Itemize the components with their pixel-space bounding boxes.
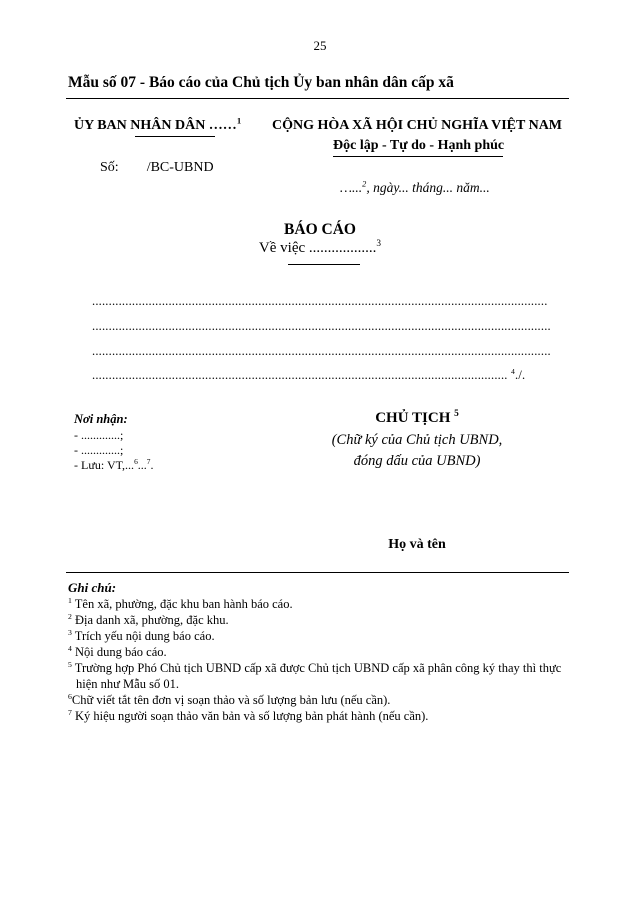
body-line: ..........................................................................................................................................	[92, 344, 551, 358]
body-line: ..........................................................................................................................................	[92, 319, 551, 333]
archive-line: - Lưu: VT,...$^6$...$^7$.	[74, 457, 154, 472]
body-line-last: ............................................................................................................................. $^4$./.	[92, 366, 526, 382]
recipients-heading: Nơi nhận:	[74, 412, 128, 426]
signer-note: (Chữ ký của Chủ tịch UBND,	[331, 432, 503, 448]
recipient-item: - .............;	[74, 428, 124, 442]
national-motto: Độc lập - Tự do - Hạnh phúc	[333, 138, 505, 153]
note-item: $^1$ Tên xã, phường, đặc khu ban hành báo cáo.	[68, 595, 293, 611]
place-date-line: …...$^2$, ngày... tháng... năm...	[340, 179, 490, 195]
notes-divider	[66, 572, 569, 573]
body-line: .........................................................................................................................................	[92, 294, 548, 308]
issuing-organization: ỦY BAN NHÂN DÂN ……$^1$	[74, 115, 242, 133]
note-item: $^2$ Địa danh xã, phường, đặc khu.	[68, 611, 229, 627]
document-number: Số: /BC-UBND	[100, 160, 214, 175]
note-item: $^6$Chữ viết tắt tên đơn vị soạn thảo và số lượng bản lưu (nếu cần).	[68, 691, 391, 707]
title-divider	[66, 98, 569, 99]
signer-name: Họ và tên	[388, 537, 446, 552]
note-item: $^4$ Nội dung báo cáo.	[68, 643, 167, 659]
national-title: CỘNG HÒA XÃ HỘI CHỦ NGHĨA VIỆT NAM	[272, 118, 563, 133]
signer-note: đóng dấu của UBND)	[353, 453, 481, 469]
subject-underline	[288, 264, 360, 265]
signer-title: CHỦ TỊCH $^5$	[375, 409, 459, 426]
motto-underline	[333, 156, 503, 157]
note-item: $^3$ Trích yếu nội dung báo cáo.	[68, 627, 215, 643]
notes-heading: Ghi chú:	[68, 580, 117, 595]
note-item-continuation: hiện như Mẫu số 01.	[76, 677, 179, 691]
report-title: BÁO CÁO	[284, 221, 356, 238]
org-underline	[135, 136, 215, 137]
page-number: 25	[313, 38, 327, 53]
form-title: Mẫu số 07 - Báo cáo của Chủ tịch Ủy ban nhân dân cấp xã	[68, 74, 454, 91]
note-item: $^5$ Trường hợp Phó Chủ tịch UBND cấp xã được Chủ tịch UBND cấp xã phân công ký thay thì thực	[68, 659, 562, 675]
recipient-item: - .............;	[74, 443, 124, 457]
note-item: $^7$ Ký hiệu người soạn thảo văn bản và số lượng bản phát hành (nếu cần).	[68, 707, 429, 723]
report-subject: Về việc ..................$^3$	[258, 239, 382, 256]
